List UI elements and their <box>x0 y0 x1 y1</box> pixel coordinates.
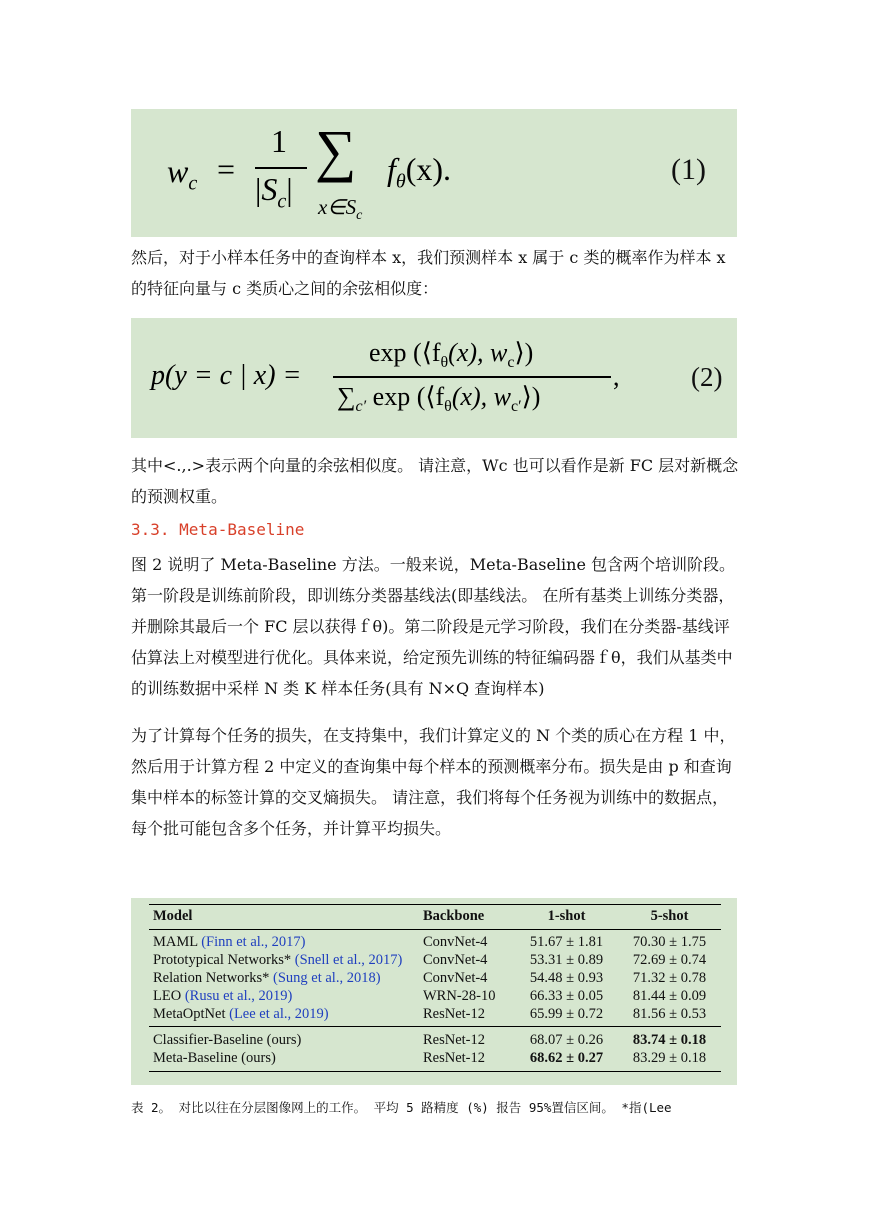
eq1-numerator: 1 <box>271 123 287 159</box>
cell-5shot: 70.30 ± 1.75 <box>632 933 707 950</box>
eq1-denominator: $|S_c|$ <box>255 171 293 213</box>
equation-1-box <box>131 109 737 237</box>
eq2-denominator: $\sum_{c'}$ $\exp (⟨f_\theta(x)$, $w_{c'}⟩$) <box>337 382 541 416</box>
cell-backbone: ResNet-12 <box>423 1005 486 1022</box>
citation-link[interactable]: (Finn et al., 2017) <box>201 933 306 950</box>
eq1-number: (1) <box>671 153 706 186</box>
eq2-comma: , <box>613 362 620 391</box>
cell-model: Classifier-Baseline (ours) <box>153 1031 302 1048</box>
cell-model: Meta-Baseline (ours) <box>153 1049 276 1066</box>
cell-5shot: 83.74 ± 0.18 <box>632 1031 707 1048</box>
cell-model: LEO (Rusu et al., 2019) <box>153 987 293 1004</box>
results-table-box <box>131 898 737 1085</box>
table-row <box>149 930 721 952</box>
table-row <box>149 1005 721 1027</box>
cell-model: Relation Networks* (Sung et al., 2018) <box>153 969 381 986</box>
table-row <box>149 951 721 969</box>
cell-backbone: ResNet-12 <box>423 1031 486 1048</box>
cell-1shot: 54.48 ± 0.93 <box>529 969 604 986</box>
eq1-sum-symbol: ∑ <box>315 118 357 183</box>
eq2-numerator: $\exp (⟨f_\theta(x)$, $w_c⟩$) <box>369 338 534 372</box>
eq2-fraction-bar <box>333 376 611 378</box>
results-table <box>149 904 721 1072</box>
table-caption: 表 2。 对比以往在分层图像网上的工作。 平均 5 路精度 (%) 报告 95%置信区间。 *指(Lee <box>131 1100 672 1115</box>
table-header-row <box>149 905 721 930</box>
cell-5shot: 81.56 ± 0.53 <box>632 1005 707 1022</box>
cell-backbone: ResNet-12 <box>423 1049 486 1066</box>
col-model: Model <box>153 908 193 924</box>
paragraph-2: 其中<.,.>表示两个向量的余弦相似度。 请注意，Wc 也可以看作是新 FC 层对新概念的预测权重。 <box>131 456 739 506</box>
table-row <box>149 987 721 1005</box>
section-heading: 3.3. Meta-Baseline <box>131 520 305 539</box>
table-row <box>149 969 721 987</box>
cell-5shot: 71.32 ± 0.78 <box>632 969 707 986</box>
paragraph-1: 然后，对于小样本任务中的查询样本 x，我们预测样本 x 属于 c 类的概率作为样本 x 的特征向量与 c 类质心之间的余弦相似度： <box>131 248 726 298</box>
cell-5shot: 72.69 ± 0.74 <box>632 951 707 968</box>
citation-link[interactable]: (Rusu et al., 2019) <box>184 987 293 1004</box>
table-row <box>149 1027 721 1050</box>
cell-backbone: ConvNet-4 <box>423 933 488 950</box>
cell-1shot: 66.33 ± 0.05 <box>529 987 604 1004</box>
table-row <box>149 1049 721 1072</box>
eq2-lhs: p(y = c | x) = <box>151 360 302 391</box>
cell-model: MetaOptNet (Lee et al., 2019) <box>153 1005 329 1022</box>
eq2-number: (2) <box>691 362 723 392</box>
cell-1shot: 68.07 ± 0.26 <box>529 1031 604 1048</box>
eq1-sum-index: $x\in S_c$ <box>318 195 363 224</box>
paragraph-4: 为了计算每个任务的损失，在支持集中，我们计算定义的 N 个类的质心在方程 1 中，然后用于计算方程 2 中定义的查询集中每个样本的预测概率分布。损失是由 p 和查询集中样本的标签计算的交叉熵损失。 请注意，我们将每个任务视为训练中的数据点，每个批可能包含多个任务，并计算平均损失。 <box>131 726 736 838</box>
citation-link[interactable]: (Lee et al., 2019) <box>229 1005 329 1022</box>
col-1shot: 1-shot <box>547 908 586 924</box>
cell-1shot: 51.67 ± 1.81 <box>529 933 604 950</box>
equation-2-box <box>131 318 737 438</box>
cell-model: MAML (Finn et al., 2017) <box>153 933 306 950</box>
paragraph-3: 图 2 说明了 Meta-Baseline 方法。一般来说，Meta-Baseline 包含两个培训阶段。第一阶段是训练前阶段，即训练分类器基线法(即基线法。 在所有基类上训练分类器，并删除其最后一个 FC 层以获得ｆθ)。第二阶段是元学习阶段，我们在分类器-基线评估算法上对模型进行优化。具体来说，给定预先训练的特征编码器ｆθ，我们从基类中的训练数据中采样 N 类 K 样本任务(具有 N×Q 查询样本) <box>131 555 736 698</box>
col-5shot: 5-shot <box>650 908 689 924</box>
eq1-lhs: $w_c$ <box>167 153 198 195</box>
cell-backbone: WRN-28-10 <box>423 987 496 1004</box>
cell-backbone: ConvNet-4 <box>423 951 488 968</box>
eq1-function: $f_\theta(x)$. <box>387 151 452 193</box>
cell-5shot: 81.44 ± 0.09 <box>632 987 707 1004</box>
col-backbone: Backbone <box>423 908 485 924</box>
cell-model: Prototypical Networks* (Snell et al., 2017) <box>153 951 403 968</box>
eq1-equals: = <box>217 151 236 187</box>
cell-1shot: 53.31 ± 0.89 <box>529 951 604 968</box>
cell-1shot: 68.62 ± 0.27 <box>529 1049 604 1066</box>
cell-5shot: 83.29 ± 0.18 <box>632 1049 707 1066</box>
eq1-fraction-bar <box>255 167 307 169</box>
cell-1shot: 65.99 ± 0.72 <box>529 1005 604 1022</box>
citation-link[interactable]: (Snell et al., 2017) <box>294 951 403 968</box>
citation-link[interactable]: (Sung et al., 2018) <box>273 969 381 986</box>
cell-backbone: ConvNet-4 <box>423 969 488 986</box>
